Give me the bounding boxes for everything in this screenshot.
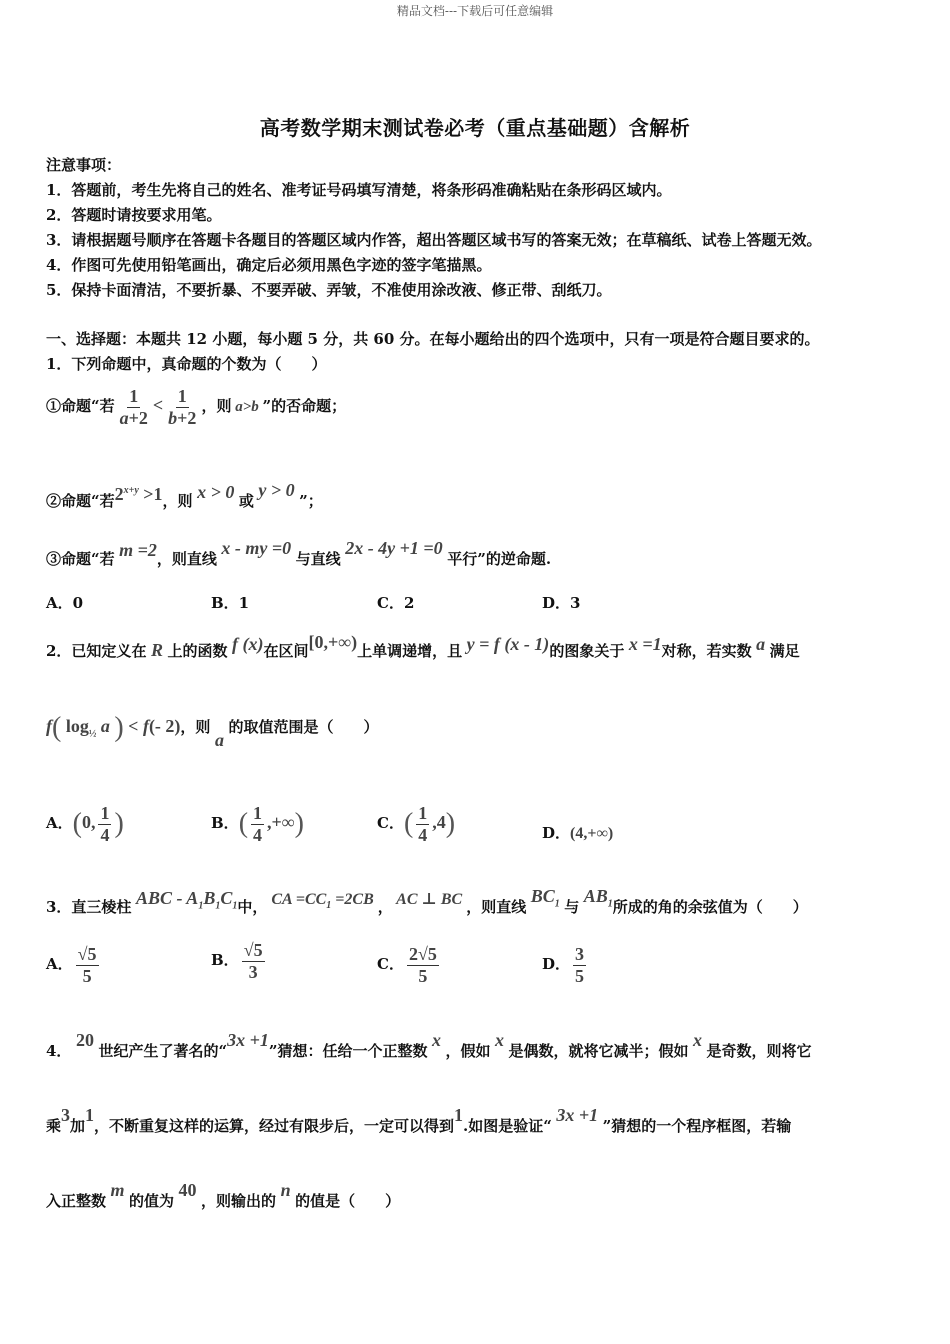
q2-condition: f( $\log_{\frac{1}{2}} a$ ) < f(- 2)，则 a 的取值范围是（ ） (46, 712, 379, 750)
q1-stem: 1．下列命题中，真命题的个数为（ ） (46, 355, 327, 373)
q1-prop1: ①命题“若 $\frac{1}{a+2}$ < $\frac{1}{b+2}$ ，则 a>b ”的否命题； (46, 386, 347, 428)
q4-line-1: 4． 20 世纪产生了著名的“3x +1”猜想：任给一个正整数 x ，假如 x 是偶数，就将它减半；假如 x 是奇数，则将它 (46, 1030, 812, 1060)
q1-prop2: ②命题“若$2^{x+y} >1$，则 x > 0 或 y > 0 ”； (46, 480, 323, 510)
notes-heading: 注意事项： (46, 156, 122, 174)
q3-option-b[interactable]: B． $\frac{√5}{3}$ (211, 940, 263, 982)
page-banner: 精品文档---下载后可任意编辑 (396, 4, 554, 18)
note-5: 5．保持卡面清洁，不要折暴、不要弄破、弄皱，不准使用涂改液、修正带、刮纸刀。 (46, 281, 612, 299)
q1-option-a[interactable]: A．0 (46, 594, 84, 612)
q1-option-c[interactable]: C．2 (377, 594, 415, 612)
note-2: 2．答题时请按要求用笔。 (46, 206, 222, 224)
q3-option-c[interactable]: C． $\frac{2√5}{5}$ (377, 944, 437, 986)
q1-prop3: ③命题“若 m =2，则直线 x - my =0 与直线 2x - 4y +1 =0 平行”的逆命题. (46, 538, 552, 568)
note-3: 3．请根据题号顺序在答题卡各题目的答题区域内作答，超出答题区域书写的答案无效；在草稿纸、试卷上答题无效。 (46, 231, 822, 249)
q1-option-b[interactable]: B．1 (211, 594, 250, 612)
q1-option-d[interactable]: D．3 (542, 594, 581, 612)
q2-option-c[interactable]: C．( $\frac{1}{4}$ ,4) (377, 803, 456, 845)
q3-option-a[interactable]: A． $\frac{√5}{5}$ (46, 944, 97, 986)
section-heading: 一、选择题：本题共 12 小题，每小题 5 分，共 60 分。在每小题给出的四个选项中，只有一项是符合题目要求的。 (46, 330, 820, 348)
q2-stem: 2．已知定义在 R 上的函数 f (x)在区间[0,+∞)上单调递增，且 y = f (x - 1)的图象关于 x =1对称，若实数 a 满足 (46, 632, 800, 660)
q4-line-2: 乘3加1，不断重复这样的运算，经过有限步后，一定可以得到1.如图是验证“ 3x +1 ”猜想的一个程序框图，若输 (46, 1105, 792, 1135)
q4-line-3: 入正整数 m 的值为 40 ，则输出的 n 的值是（ ） (46, 1180, 401, 1210)
q2-option-b[interactable]: B．( $\frac{1}{4}$ ,+∞) (211, 803, 304, 845)
q2-option-a[interactable]: A．(0, $\frac{1}{4}$ ) (46, 803, 124, 845)
note-4: 4．作图可先使用铅笔画出，确定后必须用黑色字迹的签字笔描黑。 (46, 256, 492, 274)
q2-option-d[interactable]: D．(4,+∞) (542, 824, 614, 842)
q3-stem: 3．直三棱柱 ABC - $A_1B_1C_1$中， CA $=CC_1 =2CB$ ， AC ⊥ BC ，则直线 $BC_1$ 与 $AB_1$所成的角的余弦值为（ ） (46, 886, 808, 916)
q3-option-d[interactable]: D． $\frac{3}{5}$ (542, 944, 585, 986)
note-1: 1．答题前，考生先将自己的姓名、准考证号码填写清楚，将条形码准确粘贴在条形码区域内。 (46, 181, 672, 199)
document-title: 高考数学期末测试卷必考（重点基础题）含解析 (259, 116, 691, 140)
